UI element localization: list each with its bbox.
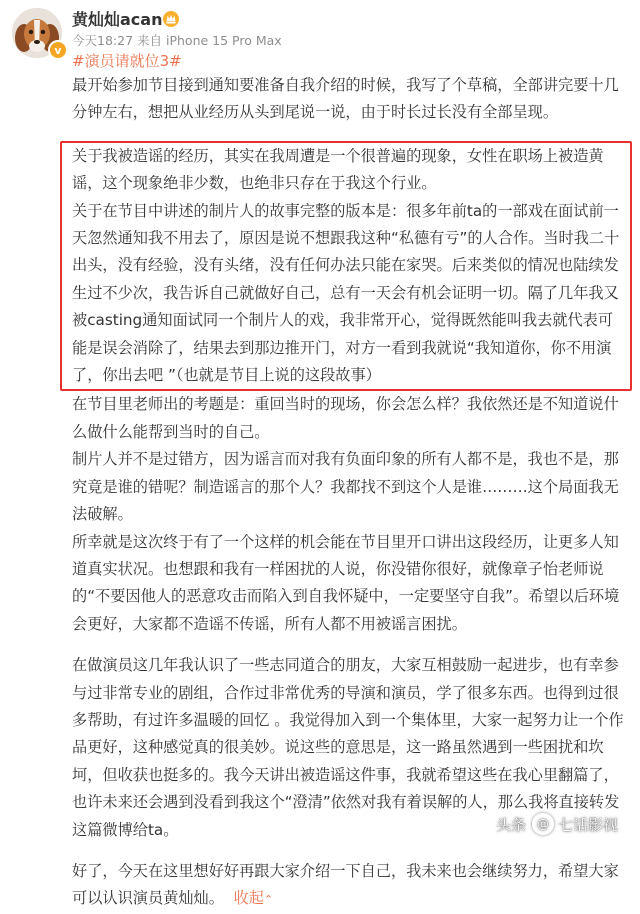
username[interactable]: 黄灿灿acan [72,10,163,29]
verified-badge-icon: v [48,40,68,60]
paragraph-3: 关于在节目中讲述的制片人的故事完整的版本是：很多年前ta的一部戏在面试前一天忽然通知我不用去了，原因是说不想跟我这种“私德有亏”的人合作。当时我二十出头，没有经验，没有头绪，没有任何办法只能在家哭。后来类似的情况也陆续发生过不少次，我告诉自己就做好自己，总有一天会有机会证明一切。隔了几年我又被casting通知面试同一个制片人的戏，我非常开心，觉得既然能叫我去就代表可能是误会消除了，结果去到那边推开门，对方一看到我就说“我知道你，你不用演了，你出去吧 ”（也就是节目上说的这段故事） [72,201,620,385]
post-source: 来自 iPhone 15 Pro Max [137,33,282,48]
post-time: 今天18:27 [72,33,134,48]
paragraph-7: 在做演员这几年我认识了一些志同道合的朋友，大家互相鼓励一起进步，也有幸参与过非常专业的剧组，合作过非常优秀的导演和演员，学了很多东西。也得到过很多帮助，有过许多温暖的回忆 。我觉得加入到一个集体里，大家一起努力让一个作品更好，这种感觉真的很美妙。说这些的意思是，这一路虽然遇到一些困扰和坎坷，但收获也挺多的。我今天讲出被造谣这件事，我就希望这些在我心里翻篇了，也许未来还会遇到没看到我这个“澄清”依然对我有着误解的人，那么我将直接转发这篇微博给ta。 [72,656,624,839]
paragraph-5: 制片人并不是过错方，因为谣言而对我有负面印象的所有人都不是，我也不是，那究竟是谁的错呢？制造谣言的那个人？我都找不到这个人是谁………这个局面我无法破解。 [72,450,619,524]
collapse-label: 收起 [233,889,264,908]
collapse-link[interactable] [224,889,273,907]
chevron-up-icon: ⌃ [263,893,274,907]
post-content [72,72,630,914]
paragraph-8-text: 好了，今天在这里想好好再跟大家介绍一下自己，我未来也会继续努力，希望大家可以认识演员黄灿灿。 [72,861,619,908]
paragraph-4: 在节目里老师出的考题是：重回当时的现场，你会怎么样？我依然还是不知道说什么做什么能帮到当时的自己。 [72,395,619,441]
watermark [496,813,618,835]
topic-tag[interactable]: #演员请就位3# [72,52,182,70]
watermark-prefix: 头条 [495,815,526,834]
member-crown-icon [162,10,180,28]
paragraph-1: 最开始参加节目接到通知要准备自我介绍的时候，我写了个草稿，全部讲完要十几分钟左右，想把从业经历从头到尾说一说，由于时长过长没有全部呈现。 [72,76,619,122]
watermark-name: 七话影视 [557,815,618,834]
highlight-box [60,141,632,392]
paragraph-8 [72,858,630,914]
at-icon: @ [532,813,554,835]
post-meta [72,33,282,49]
paragraph-2: 关于我被造谣的经历，其实在我周遭是一个很普遍的现象，女性在职场上被造黄谣，这个现象绝非少数，也绝非只存在于我这个行业。 [72,146,604,193]
paragraph-6: 所幸就是这次终于有了一个这样的机会能在节目里开口讲出这段经历，让更多人知道真实状况。也想跟和我有一样困扰的人说，你没错你很好，就像章子怡老师说的“不要因他人的恶意攻击而陷入到自我怀疑中，一定要坚守自我”。希望以后环境会更好，大家都不造谣不传谣，所有人都不用被谣言困扰。 [72,532,620,633]
